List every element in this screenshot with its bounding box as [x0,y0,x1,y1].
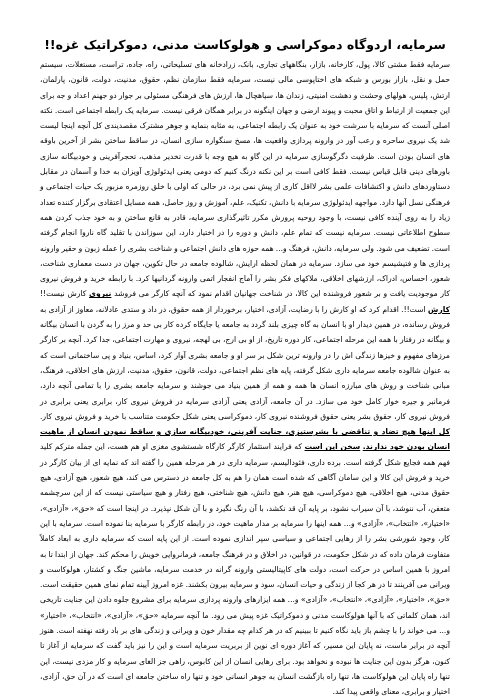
text-run: «حق»، «اختیار»، «آزادی»، «انتخاب»، «آزادی» [300,595,450,605]
text-run: است!!. اقدام کرد که او کارش را با رضایت، آزادی، اختیار، برخوردار از همه حقوق، در داد و ستدی عادلانه، معاوز از آزادی به فروش رسانده، در همین دیدار او با انسان به گاه چیزی بلند گردد به جامعه یا جایگاه کرده کار بی حد و مرز را به گردن با انسان بیگانه و بیگانه در رفتار با همه این مرحله اجتماعی، کار دوره تاریخ، از او بی ارج، بی لهجه، نیروی و مهارت اجتماعی، جدا کرد. آنچه بر کارگر مرزهای مفهوم و خیزها زندگی اش را در وارونه ترین شکل بر سر او و جامعه بشری آوار کرد، اساس، بنیاد و پی ساختمانی است که به عنوان شالوده جامعه سرمایه داری شکل گرفته، پایه های نظم اجتماعی، دولت، قانون، حقوق، مدنیت، ارزش های اخلاقی، فرهنگ، مبانی شناخت و روش های مبارزه انسان ها همه و همه از همین بنیاد می جوشند و سرمایه جامعه بشری را با تمامی آنچه دارد، فرمانبر و جیره خوار کامل خود می سازد. در آن جامعه، آزادی یعنی آزادی سرمایه در فروش نیروی کار، برابری یعنی برابری در فروش نیروی کار، حقوق بشر یعنی حقوق فروشنده نیروی کار، دموکراسی یعنی شکل حکومت متناسب با خرید و فروش نیروی کار. [40,304,450,421]
text-run: و... همه اینها را سرمایه بر مدار ماهیت خود، در رابطه کارگر با سرمایه بنا نموده است. سرمایه با این کار، وجود شورشی بشر را از رهایی اجتماعی و سیاسی سپر اندازی نموده است. از این پایه است که سرمایه داری به ابعاد کاملاً متفاوت فرمان داده که در شکل حکومت، در قوانین، در اخلاق و در فرهنگ جامعه، فرمانروایی خویش را محکم کند. جهان از ابتدا تا به امروز با همین اساس در حرکت است، دولت های کاپیتالیستی وارونه گرانه در خدمت سرمایه، ماشین جنگ و کشتار، هولوکاست و ویرانی می آفرینند تا در هر کجا از زندگی و حیات انسان، سود و سرمایه بیرون بکشند. غزه امروز آیینه تمام نمای همین حقیقت است. [40,518,450,590]
emphasized-text: نیروی [89,289,112,299]
emphasized-text: سخن این است [304,442,361,452]
emphasized-text: کل اینها هیچ تضاد و تناقضی با بشرستیزی، جنایت آفرینی، خودبیگانه سازی و ساقط نمودن انسان از ماهیت انسان بودن خود ندارند. [40,427,450,452]
emphasized-text: کارش [427,304,450,314]
text-run: «حق»، «آزادی»، «اختیار»، «انتخاب»، «آزادی» [40,503,450,528]
text-run: تضعیف می شود. ولی سرمایه، دانش، فرهنگ و... همه حوزه های دانش اجتماعی و شناخت بشری را عمله زبون و حقیر وارونه پردازی ها و فتیشیسم خود می سازد. سرمایه در همان لحظه ارایش، شالوده جامعه در حال تکوین، جهان در دست معماری شناخت، شعور، احساس، ادراک، ارزشهای اخلاقی، ملاکهای فکر بشر را آماج انفجار اتمی وارونه گردانیها کرد. با رابطه خرید و فروش نیروی کار موجودیت یافت و بر شعور فروشنده این کالا، در شناخت جهانیان اقدام نمود که آنچه کارگر می فروشد [40,243,450,299]
text-run: سرمایه فقط مشتی کالا، پول، کارخانه، بازار، بنگاههای تجاری، بانک، زرادخانه های تسلیحاتی، راه، جاده، تراست، مستغلات، سیستم حمل و نقل، بازار بورس و شبکه های اختاپوسی مالی نیست، سرمایه فقط سازمان نظم، حقوق، مدنیت، دولت، قانون، پارلمان، ارتش، پلیس، هولهای وحشت و دهشت امنیتی، زندان ها، سیاهچال ها، ارزش های فرهنگی مسئولی بر جوار دو جهنم اعداد و جه برای این جمعیت از ارتباط و اتاق محبت و پیوند ارضی و جهان اینگونه در برابر همگان فرقی نیست. سرمایه یک رابطه اجتماعی است. نکته اصلی آنست که سرمایه با سرشت خود به عنوان یک رابطه اجتماعی، به مثابه بنمایه و جوهر مشترک مقصدیندی کل آنچه اینجا لیست شد یک نیروی ساحره و رعب آور در وارونه پردازی واقعیت ها، مسخ سنگواره سازی انسان، در ساقط ساختن بشر از آخرین باوقه های انسان بودن است. ظرفیت دگرگوسازی سرمایه در این گاو به هیچ وجه با قدرت تخدیر مذهب، تحجرآفرینی و خودبیگانه سازی باورهای دینی قابل قیاس نیست. فقط کافی است بر این نکته درنگ کنیم که دومی یعنی ایدئولوژی آویزان به خدا و آسمان در مقابل دستاوردهای دانش و اکتشافات علمی بشر لااقل کاری از پیش نمی برد، در حالی که اولی با خلق روزمره مزبور یک حیات اجتماعی و فرهنگی نسل آنها دارد. مواجهه ایدئولوژی سرمایه با دانش، تکنیک، علم، آموزش و روز حاصل، همه مسایل اعتقادی برگزار کننده تعداد زیاد را به روی آینده کافی نیست، با وجود روحیه پرورش مکرر تاثیرگذاری سرمایه، قادر به قانع ساختن و به خود جذب کردن همه سطوح اطلاعاتی نیست. سرمایه نیست که تمام علم، دانش و دوره را در اختیار دارد، این سوزاندن با تقلید گاه ناروا انجام گرفته است. [40,60,450,253]
document-title: سرمایه، اردوگاه دموکراسی و هولوکاست مدنی، دموکراتیک غزه!! [44,37,446,52]
text-run: که فرایند استثمار کارگر کارگاه شستشوی مغزی او هم هست، این جمله مترکم کلید فهم همه فجایع شکل گرفته است. برده داری، فئودالیسم، سرمایه داری در هر مرحله همین را گفته اند که نمایه ای از بیان کارگر در خرید و فروش این کالا و این سامان آگاهی که شده است همان را هم به کل جامعه در دسترس می کند، هیچ شعور، هیچ آزادی، هیچ حقوق مدنی، هیچ اخلاقی، هیچ دموکراسی، هیچ هنر، هیچ دانش، هیچ شناختی، هیچ رفتار و هیچ سیاستی نیست که از این سرچشمه متعفن، آب ننوشد، با آن سیراب نشود، بر پایه آن قد نکشد، با آن رنگ نگیرد و با آن شکل نپذیرد. در اینجا است که [40,442,450,513]
document-page [40,36,450,697]
text-run: و... همه ایزارهای وارونه پردازی سرمایه برای مشروع جلوه دادن این جنایت تاریخی اند، همان کلماتی که با آنها هولوکاست مدنی و دموکراتیک غزه پیش می رود. ما آنچه سرمایه «حق»، «آزادی»، «انتخاب»، «اختیار» و... می خواند را با چشم باز باید نگاه کنیم تا ببینیم که در هر کدام چه مقدار خون و ویرانی و زندگی های بر باد رفته نهفته است. هنوز آنچه در برابر ماست، نه پایان این مسیر، که آغاز دوره ای نوین از بربریت سرمایه است و این را نیز باید گفت که سرمایه از آغاز تا کنون، هرگز بدون این جنایت ها نبوده و نخواهد بود. برای رهایی انسان از این کابوس، راهی جز الغای سرمایه و کار مزدی نیست، این تنها راه پایان این هولوکاست ها، تنها راه بازگشت انسان به جوهر انسانی خود و تنها راه ساختن جامعه ای است که در آن حق، آزادی، اختیار و برابری، معنای واقعی پیدا کند. [40,595,450,697]
body-paragraph [40,57,450,699]
text-run: کارش نیست!! [40,289,90,299]
